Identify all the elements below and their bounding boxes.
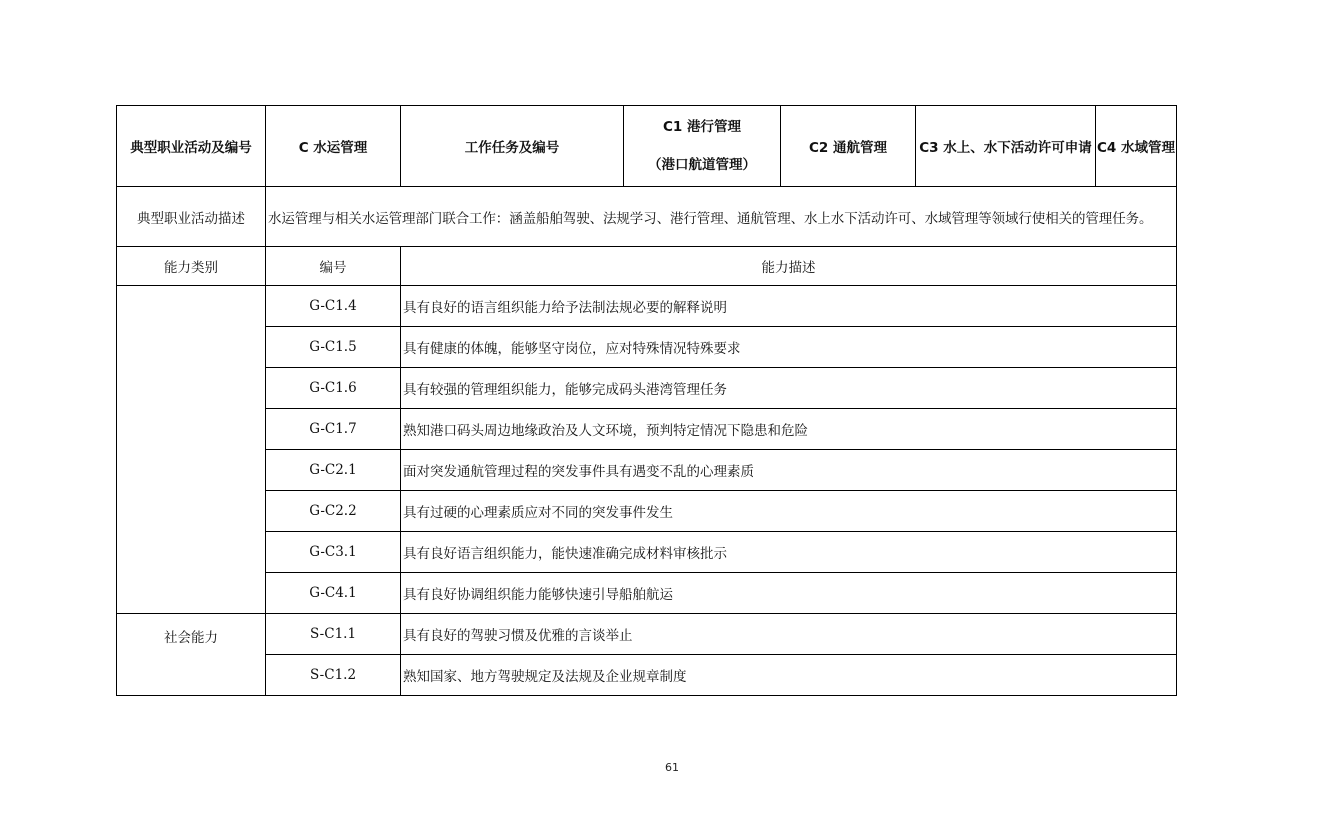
column-header-row xyxy=(117,247,1177,286)
description-text: 水运管理与相关水运管理部门联合工作：涵盖船舶驾驶、法规学习、港行管理、通航管理、水上水下活动许可、水域管理等领域行使相关的管理任务。 xyxy=(266,187,1177,247)
code-cell: G-C1.5 xyxy=(266,327,401,368)
category-column-header: 能力类别 xyxy=(117,247,266,286)
code-cell: G-C4.1 xyxy=(266,573,401,614)
desc-cell: 具有较强的管理组织能力，能够完成码头港湾管理任务 xyxy=(401,368,1177,409)
code-cell: G-C2.1 xyxy=(266,450,401,491)
table-row xyxy=(117,368,1177,409)
desc-cell: 具有过硬的心理素质应对不同的突发事件发生 xyxy=(401,491,1177,532)
desc-cell: 具有良好的驾驶习惯及优雅的言谈举止 xyxy=(401,614,1177,655)
task-c1-title: C1 港行管理 xyxy=(662,119,741,135)
description-row xyxy=(117,187,1177,247)
desc-cell: 具有良好语言组织能力，能快速准确完成材料审核批示 xyxy=(401,532,1177,573)
activity-code-cell: C 水运管理 xyxy=(266,106,401,187)
table-row xyxy=(117,491,1177,532)
table-row xyxy=(117,655,1177,696)
competency-table xyxy=(116,105,1177,696)
task-c2-cell: C2 通航管理 xyxy=(781,106,916,187)
table-row xyxy=(117,327,1177,368)
table-row xyxy=(117,450,1177,491)
task-label-cell: 工作任务及编号 xyxy=(401,106,624,187)
code-cell: G-C1.7 xyxy=(266,409,401,450)
description-label: 典型职业活动描述 xyxy=(117,187,266,247)
page-number: 61 xyxy=(665,761,679,774)
code-column-header: 编号 xyxy=(266,247,401,286)
task-c3-cell: C3 水上、水下活动许可申请 xyxy=(916,106,1096,187)
table-row xyxy=(117,573,1177,614)
table-row xyxy=(117,532,1177,573)
task-c1-subtitle: （港口航道管理） xyxy=(648,157,756,173)
desc-column-header: 能力描述 xyxy=(401,247,1177,286)
code-cell: G-C3.1 xyxy=(266,532,401,573)
table-row xyxy=(117,286,1177,327)
code-cell: S-C1.1 xyxy=(266,614,401,655)
code-cell: S-C1.2 xyxy=(266,655,401,696)
desc-cell: 面对突发通航管理过程的突发事件具有遇变不乱的心理素质 xyxy=(401,450,1177,491)
activity-label-cell: 典型职业活动及编号 xyxy=(117,106,266,187)
task-c1-cell xyxy=(624,106,781,187)
code-cell: G-C2.2 xyxy=(266,491,401,532)
desc-cell: 具有良好的语言组织能力给予法制法规必要的解释说明 xyxy=(401,286,1177,327)
desc-cell: 熟知港口码头周边地缘政治及人文环境，预判特定情况下隐患和危险 xyxy=(401,409,1177,450)
task-c4-cell: C4 水域管理 xyxy=(1096,106,1177,187)
table-row xyxy=(117,614,1177,655)
code-cell: G-C1.4 xyxy=(266,286,401,327)
desc-cell: 具有健康的体魄，能够坚守岗位，应对特殊情况特殊要求 xyxy=(401,327,1177,368)
desc-cell: 具有良好协调组织能力能够快速引导船舶航运 xyxy=(401,573,1177,614)
category-cell-general xyxy=(117,286,266,614)
code-cell: G-C1.6 xyxy=(266,368,401,409)
table-row xyxy=(117,409,1177,450)
desc-cell: 熟知国家、地方驾驶规定及法规及企业规章制度 xyxy=(401,655,1177,696)
header-row xyxy=(117,106,1177,187)
category-cell-social: 社会能力 xyxy=(117,614,266,696)
